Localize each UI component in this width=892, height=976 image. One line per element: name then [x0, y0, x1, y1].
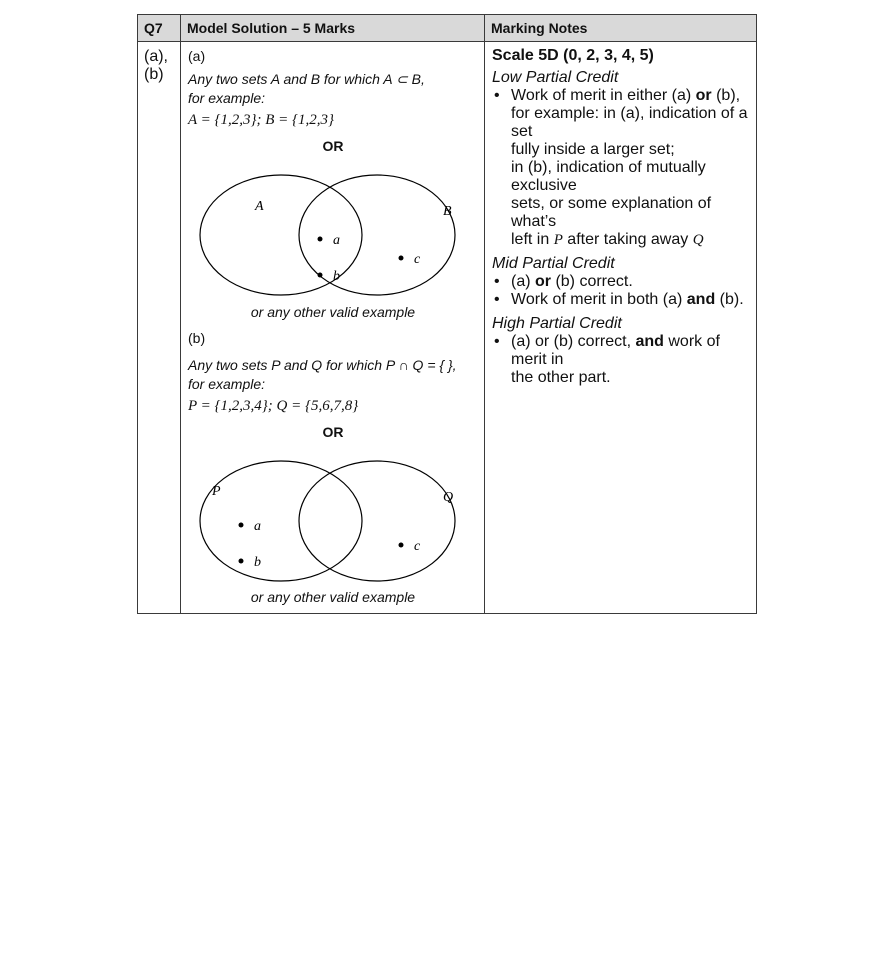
- scale-heading: Scale 5D (0, 2, 3, 4, 5): [492, 47, 654, 64]
- venn-element-label: c: [414, 539, 421, 554]
- venn-element-dot: [399, 543, 404, 548]
- marking-scheme-table: [137, 14, 757, 614]
- venn-element-label: b: [254, 555, 261, 570]
- venn-set-q-outline: [299, 461, 455, 581]
- venn-diagram-disjoint: [181, 445, 485, 590]
- list-item: • (a) or (b) correct, and work of merit in the other part.: [492, 333, 756, 387]
- high-credit-list: [492, 333, 756, 387]
- venn-element-dot: [239, 559, 244, 564]
- venn-set-b-outline: [299, 175, 455, 295]
- mid-credit-title: Mid Partial Credit: [492, 255, 615, 272]
- venn-diagram-subset: [181, 160, 485, 300]
- low-credit-list: [492, 87, 756, 249]
- table-body-row: [138, 42, 757, 614]
- marking-notes-cell: [485, 42, 757, 614]
- venn-element-dot: [239, 523, 244, 528]
- part-b-example: P = {1,2,3,4}; Q = {5,6,7,8}: [188, 398, 359, 414]
- question-number: Q7: [138, 15, 181, 42]
- venn-element-label: a: [254, 519, 261, 534]
- venn-element-dot: [399, 256, 404, 261]
- parts-label-b: (b): [144, 66, 164, 83]
- part-a-label: (a): [188, 48, 206, 64]
- venn-set-a-label: A: [255, 199, 264, 214]
- solution-column-header: Model Solution – 5 Marks: [181, 15, 485, 42]
- venn-element-dot: [318, 237, 323, 242]
- venn-element-label: a: [333, 233, 340, 248]
- part-b-footer: or any other valid example: [250, 589, 416, 605]
- part-a-example: A = {1,2,3}; B = {1,2,3}: [188, 112, 335, 128]
- part-b-description: Any two sets P and Q for which P ∩ Q = { },: [188, 357, 457, 373]
- part-a-footer: or any other valid example: [250, 304, 416, 320]
- mid-credit-list: [492, 273, 756, 309]
- list-item: • Work of merit in either (a) or (b), for example: in (a), indication of a set fully inside a larger set; in (b), indication of mutually exclusive sets, or some explanation of what’s left in P after taking away Q: [492, 87, 756, 249]
- model-solution-cell: [181, 42, 485, 614]
- venn-element-label: b: [333, 269, 340, 284]
- low-credit-title: Low Partial Credit: [492, 69, 619, 86]
- list-item: • (a) or (b) correct.: [492, 273, 756, 291]
- parts-label-a: (a),: [144, 48, 168, 65]
- marking-scheme-table-wrapper: [137, 14, 756, 612]
- part-b-or: OR: [322, 424, 344, 440]
- venn-element-dot: [318, 273, 323, 278]
- part-a-for-example: for example:: [188, 90, 266, 106]
- venn-set-q-label: Q: [443, 490, 454, 505]
- venn-set-p-label: P: [212, 484, 221, 499]
- high-credit-title: High Partial Credit: [492, 315, 622, 332]
- venn-set-b-label: B: [443, 204, 452, 219]
- part-a-or: OR: [322, 138, 344, 154]
- part-b-label: (b): [188, 330, 206, 346]
- notes-column-header: Marking Notes: [485, 15, 757, 42]
- part-a-description: Any two sets A and B for which A ⊂ B,: [188, 71, 425, 87]
- table-header-row: [138, 15, 757, 42]
- venn-set-p-outline: [200, 461, 362, 581]
- venn-element-label: c: [414, 252, 421, 267]
- parts-cell: [138, 42, 181, 614]
- part-b-for-example: for example:: [188, 376, 266, 392]
- list-item: • Work of merit in both (a) and (b).: [492, 291, 756, 309]
